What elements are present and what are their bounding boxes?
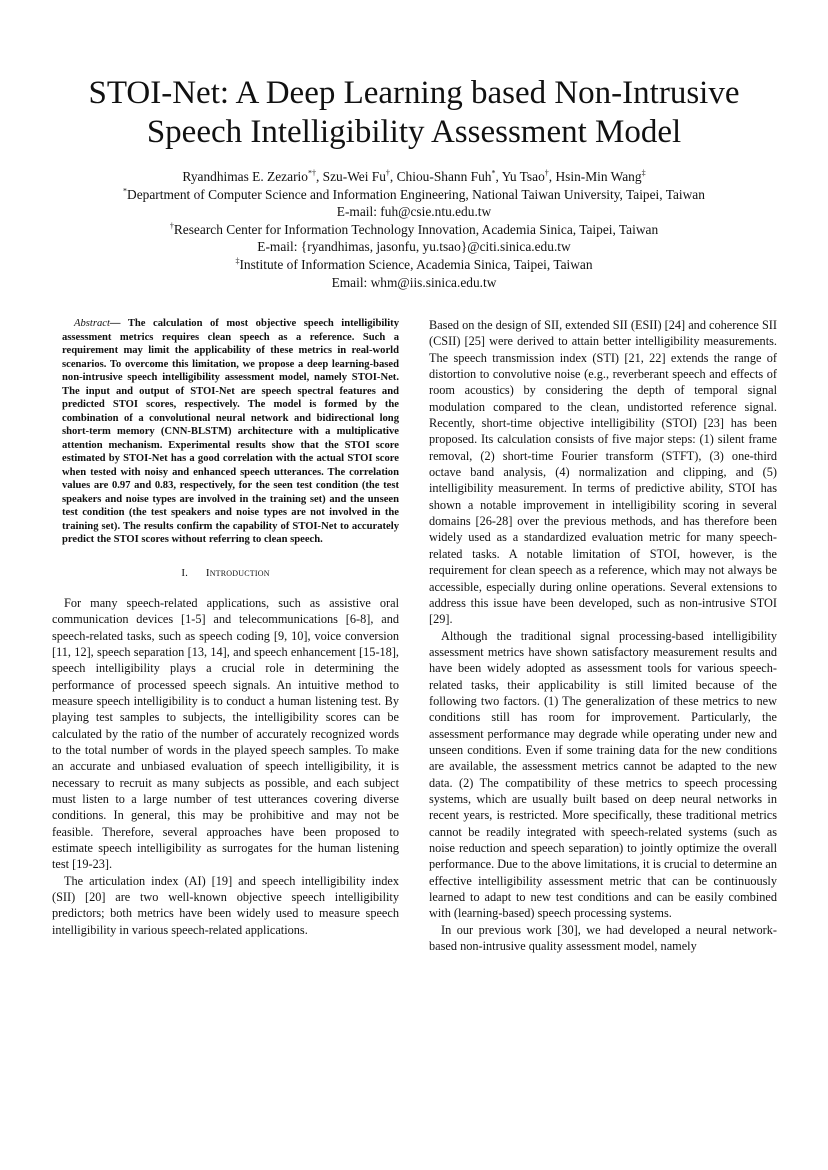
author-mark: †: [544, 168, 549, 178]
abstract-dash: —: [109, 318, 128, 329]
author-separator: ,: [315, 169, 323, 184]
abstract-lead: Abstract: [74, 318, 110, 329]
body-paragraph: The articulation index (AI) [19] and speech intelligibility index (SII) [20] are two well-known objective speech intelligibility predictors; both metrics have been widely used to measure speech intelligibility in various speech-related applications.: [52, 873, 399, 937]
title-line-1: STOI-Net: A Deep Learning based Non-Intrusive: [88, 75, 740, 111]
author-name: Hsin-Min Wang: [555, 169, 642, 184]
left-column: [52, 317, 399, 938]
affiliation-2: [40, 221, 788, 239]
affiliation-text: Research Center for Information Technology Innovation, Academia Sinica, Taipei, Taiwan: [173, 221, 659, 237]
email-3: Email: whm@iis.sinica.edu.tw: [331, 274, 497, 290]
section-heading-introduction: [52, 565, 399, 581]
right-column: [429, 317, 777, 954]
email-2: E-mail: {ryandhimas, jasonfu, yu.tsao}@citi.sinica.edu.tw: [257, 239, 571, 255]
body-paragraph: For many speech-related applications, such as assistive oral communication devices [1-5] and telecommunications [6-8], and speech-related tasks, such as speech coding [9, 10], voice conversion [11, 12], speech separation [13, 14], and speech enhancement [15-18], speech intelligibility plays a crucial role in determining the performance of processed speech signals. An intuitive method to measure speech intelligibility is to conduct a human listening test. By playing test samples to subjects, the intelligibility scores can be calculated by the ratio of the number of accurately recognized words to the total number of words in the played speech samples. To make an accurate and unbiased evaluation of speech intelligibility, it is necessary to recruit as many subjects as possible, and each subject must listen to a large number of test utterances covering diverse conditions. In general, this may be prohibitive and may not be feasible. Therefore, several approaches have been proposed to estimate speech intelligibility as surrogates for the human listening test [19-23].: [52, 595, 399, 872]
author-mark: ‡: [641, 168, 646, 178]
affiliation-text: Institute of Information Science, Academia Sinica, Taipei, Taiwan: [239, 256, 593, 272]
section-number: I.: [181, 566, 189, 579]
title-line-2: Speech Intelligibility Assessment Model: [146, 114, 682, 150]
affiliation-mark: *: [123, 186, 128, 196]
author-mark: †: [385, 168, 390, 178]
author-separator: ,: [548, 169, 556, 184]
email-1: E-mail: fuh@csie.ntu.edu.tw: [336, 204, 492, 220]
affiliation-3: [40, 256, 788, 274]
author-mark: *†: [307, 168, 316, 178]
author-name: Szu-Wei Fu: [322, 169, 386, 184]
body-paragraph: Although the traditional signal processing-based intelligibility assessment metrics have shown satisfactory measurement results and have been widely adopted as assessment tools for various speech-related tasks, their applicability is still limited because of the following two factors. (1) The generalization of these metrics to new conditions still has room for improvement. Particularly, the assessment performance may degrade while operating under new and unseen conditions. Even if some training data for the new conditions are available, the assessment metrics cannot be adapted to the new data. (2) The compatibility of these metrics to speech processing systems, which are usually built based on deep neural networks in recent years, is restricted. More specifically, these traditional metrics cannot be readily integrated with speech-related systems (such as noise reduction and speech separation) to jointly optimize the overall performance. Due to the above limitations, it is crucial to determine an effective intelligibility assessment metric that can be continuously learned to adapt to new test conditions and can be easily combined with (learning-based) speech processing systems.: [429, 628, 777, 921]
author-name: Chiou-Shann Fuh: [396, 169, 492, 184]
author-name: Yu Tsao: [501, 169, 545, 184]
abstract: [62, 317, 399, 547]
author-separator: ,: [389, 169, 397, 184]
affiliation-text: Department of Computer Science and Information Engineering, National Taiwan University, Taipei, Taiwan: [127, 186, 705, 202]
author-separator: ,: [495, 169, 502, 184]
body-paragraph: In our previous work [30], we had developed a neural network-based non-intrusive quality assessment model, namely: [429, 922, 777, 954]
author-mark: *: [491, 168, 496, 178]
affiliation-mark: †: [169, 221, 174, 231]
author-name: Ryandhimas E. Zezario: [182, 169, 308, 184]
affiliation-mark: ‡: [235, 256, 240, 266]
affiliation-1: [40, 186, 788, 204]
author-block: [40, 168, 788, 291]
section-title: Introduction: [205, 566, 270, 579]
paper-title: [40, 74, 788, 152]
abstract-text: The calculation of most objective speech intelligibility assessment metrics requires clean speech as a reference. Such a requirement may limit the applicability of these metrics in real-world scenarios. To overcome this limitation, we propose a deep learning-based non-intrusive speech intelligibility assessment model, namely STOI-Net. The input and output of STOI-Net are speech spectral features and predicted STOI scores, respectively. The model is formed by the combination of a convolutional neural network and bidirectional long short-term memory (CNN-BLSTM) architecture with a multiplicative attention mechanism. Experimental results show that the STOI score estimated by STOI-Net has a good correlation with the actual STOI score when tested with noisy and enhanced speech utterances. The correlation values are 0.97 and 0.83, respectively, for the seen test condition (the test speakers and noise types are involved in the training set) and the unseen test condition (the test speakers and noise types are not involved in the training set). The results confirm the capability of STOI-Net to accurately predict the STOI scores without referring to clean speech.: [62, 318, 399, 545]
author-names: [40, 168, 788, 186]
body-paragraph: Based on the design of SII, extended SII (ESII) [24] and coherence SII (CSII) [25] were derived to attain better intelligibility measurements. The speech transmission index (STI) [21, 22] extends the range of distortion to convolutive noise (e.g., reverberant speech and effects of room acoustics) by considering the depth of temporal signal modulation compared to the clean, undistorted reference signal. Recently, short-time objective intelligibility (STOI) [23] has been proposed. Its calculation consists of five major steps: (1) silent frame removal, (2) short-time Fourier transform (STFT), (3) one-third octave band analysis, (4) normalization and clipping, and (5) intelligibility measurement. In terms of predictive ability, STOI has shown a notable improvement in intelligibility scoring in several domains [26-28] over the previous methods, and has therefore been widely used as a standardized evaluation metric for many speech-related tasks. A notable limitation of STOI, however, is the requirement for clean speech as a reference, which may not always be accessible, especially during online operations. Several extensions to address this issue have been developed, such as non-intrusive STOI [29].: [429, 318, 777, 627]
